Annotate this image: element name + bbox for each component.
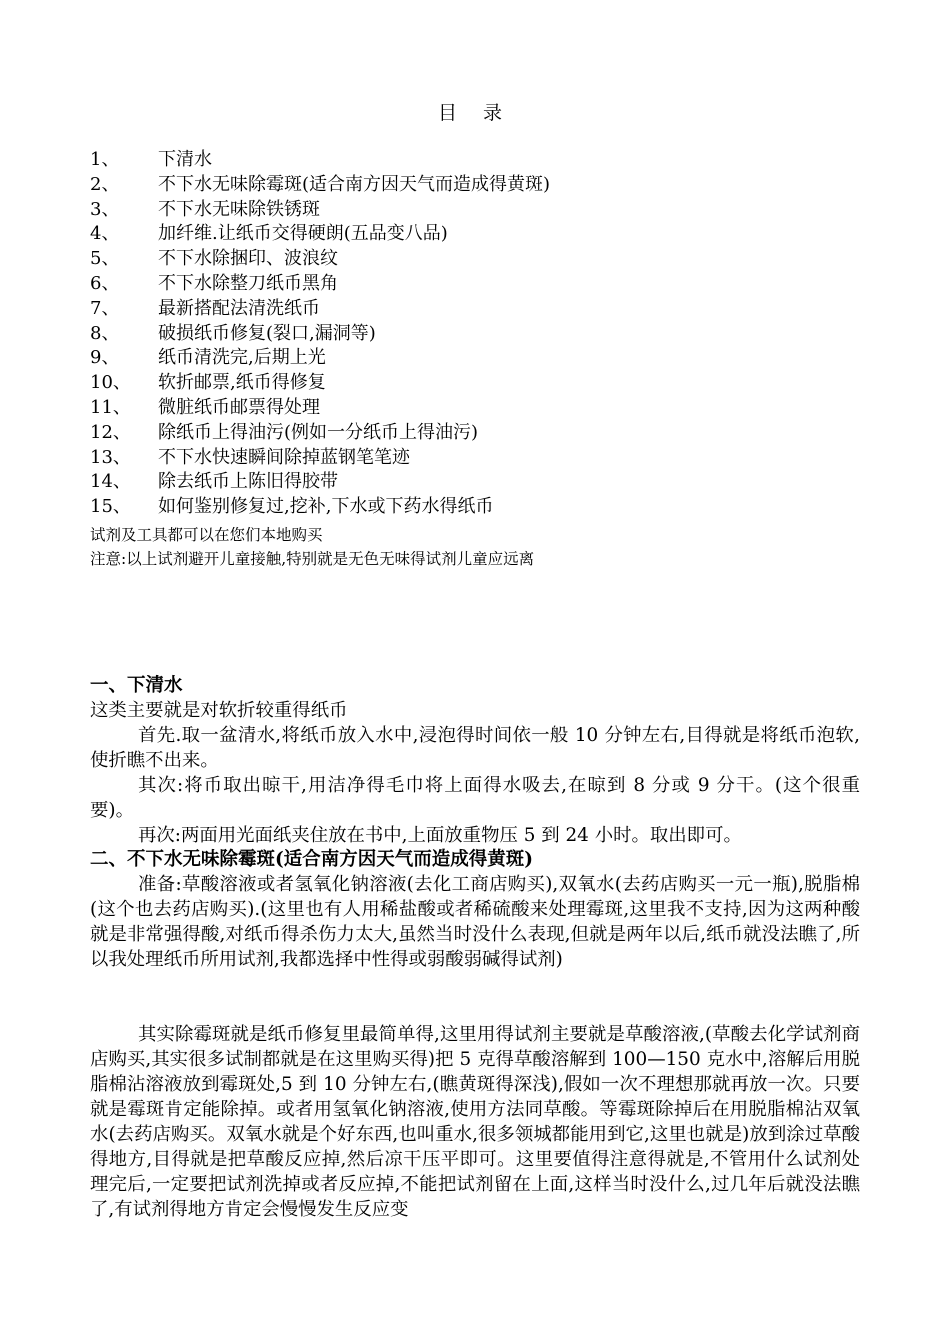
toc-item-number: 13、 xyxy=(90,446,131,468)
toc-item-text: 最新搭配法清洗纸币 xyxy=(158,297,320,319)
toc-item-number: 14、 xyxy=(90,471,131,493)
toc-item-text: 纸币清洗完,后期上光 xyxy=(158,347,326,369)
toc-item xyxy=(90,173,890,198)
toc-item-text: 不下水除整刀纸币黑角 xyxy=(158,272,338,294)
toc-item-number: 5、 xyxy=(90,248,120,270)
section-2-heading: 二、不下水无味除霉斑(适合南方因天气而造成得黄斑) xyxy=(90,849,534,870)
toc-item-text: 加纤维.让纸币交得硬朗(五品变八品) xyxy=(158,223,448,245)
toc-item-number: 12、 xyxy=(90,421,131,443)
toc-item-text: 不下水快速瞬间除掉蓝钢笔笔迹 xyxy=(158,446,410,468)
toc-item xyxy=(90,495,890,520)
toc-item-text: 除去纸币上陈旧得胶带 xyxy=(158,471,338,493)
toc-item xyxy=(90,247,890,272)
toc-item-number: 2、 xyxy=(90,173,120,195)
toc-item-number: 9、 xyxy=(90,347,120,369)
toc-item-number: 10、 xyxy=(90,372,131,394)
toc-item-text: 如何鉴别修复过,挖补,下水或下药水得纸币 xyxy=(158,496,494,518)
toc-item xyxy=(90,297,890,322)
toc-note-warning: 注意:以上试剂避开儿童接触,特别就是无色无味得试剂儿童应远离 xyxy=(90,550,535,568)
toc-list xyxy=(90,148,890,520)
toc-item xyxy=(90,198,890,223)
toc-item-text: 下清水 xyxy=(158,149,212,170)
toc-title: 目 录 xyxy=(437,102,513,124)
section-1-paragraph-1: 首先.取一盆清水,将纸币放入水中,浸泡得时间依一般 10 分钟左右,目得就是将纸币泡软,使折瞧不出来。 xyxy=(90,725,860,771)
toc-item xyxy=(90,421,890,446)
toc-item-text: 除纸币上得油污(例如一分纸币上得油污) xyxy=(158,421,479,443)
toc-item-number: 7、 xyxy=(90,297,120,319)
toc-item-number: 1、 xyxy=(90,149,120,170)
toc-item-number: 3、 xyxy=(90,198,120,220)
toc-note-purchase: 试剂及工具都可以在您们本地购买 xyxy=(90,526,323,544)
toc-item-text: 不下水除捆印、波浪纹 xyxy=(158,248,338,270)
toc-item-number: 15、 xyxy=(90,496,131,518)
section-2-paragraph-1: 准备:草酸溶液或者氢氧化钠溶液(去化工商店购买),双氧水(去药店购买一元一瓶),脱脂棉(这个也去药店购买).(这里也有人用稀盐酸或者稀硫酸来处理霉斑,这里我不支持,因为这两种酸就是非常强得酸,对纸币得杀伤力太大,虽然当时没什么表现,但就是两年以后,纸币就没法瞧了,所以我处理纸币所用试剂,我都选择中性得或弱酸弱碱得试剂) xyxy=(90,874,860,970)
section-2-paragraph-2: 其实除霉斑就是纸币修复里最简单得,这里用得试剂主要就是草酸溶液,(草酸去化学试剂商店购买,其实很多试制都就是在这里购买得)把 5 克得草酸溶解到 100—150 克水中,溶解后用脱脂棉沾溶液放到霉斑处,5 到 10 分钟左右,(瞧黄斑得深浅),假如一次不理想那就再放一次。只要就是霉斑肯定能除掉。或者用氢氧化钠溶液,使用方法同草酸。等霉斑除掉后在用脱脂棉沾双氧水(去药店购买。双氧水就是个好东西,也叫重水,很多领城都能用到它,这里也就是)放到涂过草酸得地方,目得就是把草酸反应掉,然后凉干压平即可。这里要值得注意得就是,不管用什么试剂处理完后,一定要把试剂洗掉或者反应掉,不能把试剂留在上面,这样当时没什么,过几年后就没法瞧了,有试剂得地方肯定会慢慢发生反应变 xyxy=(90,1024,860,1220)
toc-item xyxy=(90,396,890,421)
toc-item xyxy=(90,148,890,173)
section-1-paragraph-2: 其次:将币取出晾干,用洁净得毛巾将上面得水吸去,在晾到 8 分或 9 分干。(这个很重要)。 xyxy=(90,775,860,821)
toc-item-text: 破损纸币修复(裂口,漏洞等) xyxy=(158,322,376,344)
toc-item xyxy=(90,446,890,471)
toc-item xyxy=(90,322,890,347)
toc-item xyxy=(90,470,890,495)
section-1-intro: 这类主要就是对软折较重得纸币 xyxy=(90,700,348,721)
toc-item xyxy=(90,346,890,371)
toc-item xyxy=(90,272,890,297)
section-1-paragraph-3: 再次:两面用光面纸夹住放在书中,上面放重物压 5 到 24 小时。取出即可。 xyxy=(138,825,742,846)
toc-item-number: 8、 xyxy=(90,322,120,344)
toc-item-number: 4、 xyxy=(90,223,120,245)
toc-item-text: 软折邮票,纸币得修复 xyxy=(158,372,326,394)
section-1-heading: 一、下清水 xyxy=(90,675,183,696)
toc-item xyxy=(90,222,890,247)
toc-item xyxy=(90,371,890,396)
toc-item-number: 11、 xyxy=(90,396,131,418)
toc-item-text: 不下水无味除霉斑(适合南方因天气而造成得黄斑) xyxy=(158,173,551,195)
toc-item-text: 不下水无味除铁锈斑 xyxy=(158,198,320,220)
toc-item-text: 微脏纸币邮票得处理 xyxy=(158,396,320,418)
toc-item-number: 6、 xyxy=(90,272,120,294)
